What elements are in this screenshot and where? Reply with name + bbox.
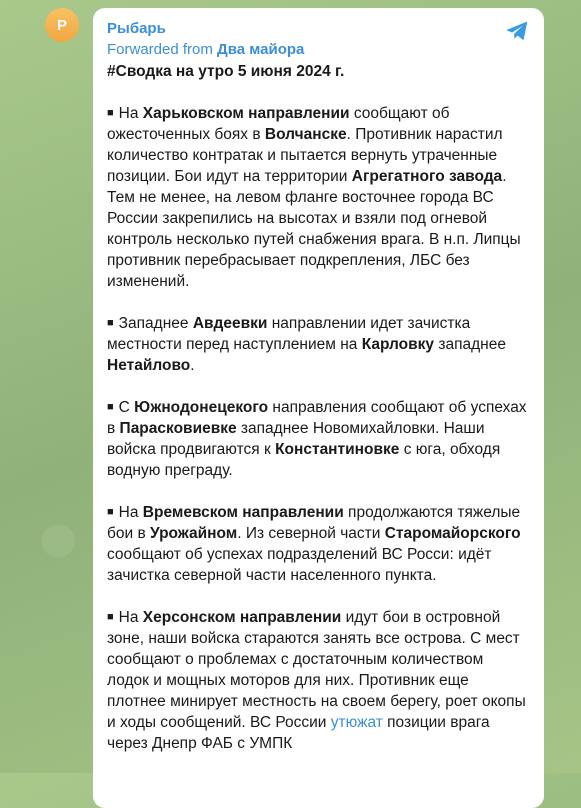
text: Западнее	[118, 315, 193, 332]
message-bubble	[93, 8, 544, 808]
telegram-share-icon[interactable]	[504, 18, 530, 44]
channel-avatar[interactable]	[45, 8, 79, 42]
bullet-icon: ■	[107, 317, 114, 329]
bullet-icon: ■	[107, 107, 114, 119]
channel-name[interactable]: Рыбарь	[107, 20, 166, 37]
bold-text: Харьковском направлении	[142, 105, 350, 122]
text-link[interactable]: утюжат	[330, 714, 383, 731]
post-heading: #Сводка на утро 5 июня 2024 г.	[107, 63, 345, 80]
bold-text: Карловку	[361, 336, 435, 353]
forwarded-source-link[interactable]: Два майора	[217, 41, 305, 58]
paragraph-south-donetsk	[107, 397, 527, 481]
forwarded-from	[107, 40, 530, 60]
bold-text: Урожайном	[150, 525, 238, 542]
bold-text: Южнодонецекого	[134, 399, 269, 416]
text: направления сообщают об успехах в	[107, 399, 527, 437]
bold-text: Авдеевки	[192, 315, 268, 332]
avatar-letter: Р	[56, 16, 67, 34]
text: продолжаются тяжелые бои в	[107, 504, 521, 542]
text: западнее	[434, 336, 506, 353]
text: с юга, обходя водную преграду.	[107, 441, 501, 479]
text: . Тем не менее, на левом фланге восточнее города ВС России закрепились на высотах и взяли под огневой контроль несколько путей снабжения врага. В н.п. Липцы противник перебрасывает подкрепления, ЛБС без изменений.	[107, 168, 521, 290]
text: .	[190, 357, 195, 374]
bold-text: Волчанске	[264, 126, 347, 143]
text: . Из северной части	[237, 525, 385, 542]
text: идут бои в островной зоне, наши войска стараются занять все острова. С мест сообщают о проблемах с достаточным количеством лодок и мощных моторов для них. Противник еще плотнее минирует местность на своем берегу, роет окопы и ходы сообщений. ВС России	[107, 609, 526, 731]
text: На	[118, 105, 143, 122]
bullet-icon: ■	[107, 506, 114, 518]
bold-text: Константиновке	[275, 441, 400, 458]
paragraph-kharkov	[107, 103, 527, 292]
message-text	[107, 61, 527, 754]
bold-text: Парасковиевке	[119, 420, 237, 437]
text: . Противник нарастил количество контратак и пытается вернуть утраченные позиции. Бои идут на территории	[107, 126, 503, 185]
text: С	[118, 399, 135, 416]
paragraph-kherson	[107, 607, 527, 754]
bold-text: Агрегатного завода	[351, 168, 503, 185]
bold-text: Нетайлово	[107, 357, 191, 374]
text: направлении идет зачистка местности перед наступлением на	[107, 315, 471, 353]
bold-text: Времевском направлении	[142, 504, 344, 521]
bullet-icon: ■	[107, 611, 114, 623]
forwarded-prefix: Forwarded from	[107, 41, 213, 58]
text: сообщают об успехах подразделений ВС Росси: идёт зачистка северной части населенного пункта.	[107, 546, 492, 584]
text: На	[118, 609, 143, 626]
bold-text: Старомайорского	[384, 525, 521, 542]
paragraph-avdeevka	[107, 313, 527, 376]
text: сообщают об ожесточенных боях в	[107, 105, 450, 143]
text: западнее Новомихайловки. Наши войска продвигаются к	[107, 420, 485, 458]
paragraph-vremevsky	[107, 502, 527, 586]
text: На	[118, 504, 143, 521]
bold-text: Херсонском направлении	[142, 609, 342, 626]
bullet-icon: ■	[107, 401, 114, 413]
text: позиции врага через Днепр ФАБ с УМПК	[107, 714, 490, 752]
